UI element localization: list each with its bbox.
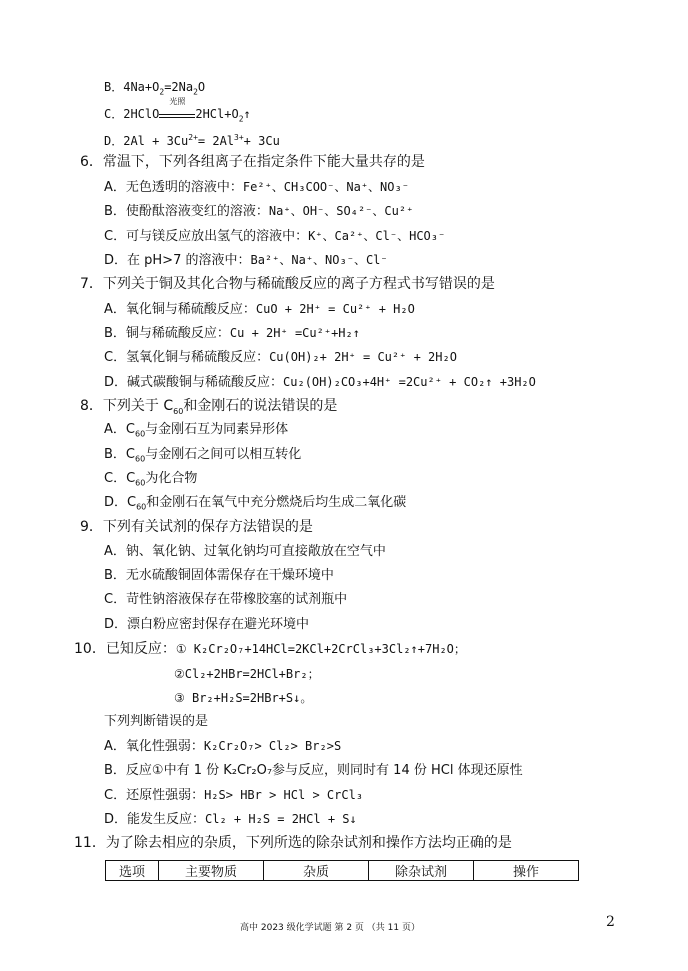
q7-option-c: C．氢氧化铜与稀硫酸反应：Cu(OH)₂+ 2H⁺ = Cu²⁺ + 2H₂O [104, 350, 457, 365]
q11-stem: 11．为了除去相应的杂质，下列所选的除杂试剂和操作方法均正确的是 [74, 835, 512, 851]
q8-stem: 8．下列关于 $C_{60}$和金刚石的说法错误的是 [80, 398, 338, 416]
q9-option-c: C．苛性钠溶液保存在带橡胶塞的试剂瓶中 [104, 592, 348, 607]
q9-option-b: B．无水硫酸铜固体需保存在干燥环境中 [104, 568, 334, 583]
q8-option-d: D．$C_{60}$和金刚石在氧气中充分燃烧后均生成二氧化碳 [104, 495, 407, 512]
page-footer: 高中 2023 级化学试题 第 2 页 （共 11 页） [240, 923, 420, 933]
q10-reaction-3: ③ Br₂+H₂S=2HBr+S↓。 [174, 691, 313, 705]
table-header-cell: 操作 [474, 861, 579, 881]
q8-option-b: B．$C_{60}$与金刚石之间可以相互转化 [104, 447, 302, 464]
q10-option-b: B．反应①中有 1 份 K₂Cr₂O₇参与反应，则同时有 14 份 HCl 体现还原性 [104, 763, 523, 778]
q5-option-c: C．2HClO 光照 $2HCl+O_2↑$ [104, 97, 251, 124]
q9-option-d: D．漂白粉应密封保存在避光环境中 [104, 617, 310, 632]
q10-reaction-1: ① K₂Cr₂O₇+14HCl=2KCl+2CrCl₃+3Cl₂↑+7H₂O； [175, 642, 466, 656]
table-header-row [106, 861, 579, 881]
q5-option-b: B．$4Na+O_2=2Na_2O$ [104, 80, 206, 97]
q10-stem: 10．已知反应：① K₂Cr₂O₇+14HCl=2KCl+2CrCl₃+3Cl₂↑+7H₂O； [74, 641, 466, 657]
q7-stem: 7．下列关于铜及其化合物与稀硫酸反应的离子方程式书写错误的是 [80, 276, 495, 292]
q6-option-d: D．在 pH>7 的溶液中：Ba²⁺、Na⁺、NO₃⁻、Cl⁻ [104, 253, 388, 268]
q10-option-d: D．能发生反应：Cl₂ + H₂S = 2HCl + S↓ [104, 812, 357, 827]
reaction-condition-arrow: 光照 [159, 106, 195, 118]
page-number: 2 [606, 914, 615, 930]
q9-stem: 9．下列有关试剂的保存方法错误的是 [80, 519, 313, 535]
q6-stem: 6．常温下，下列各组离子在指定条件下能大量共存的是 [80, 154, 425, 170]
table-header-cell: 杂质 [264, 861, 369, 881]
q7-option-b: B．铜与稀硫酸反应：Cu + 2H⁺ =Cu²⁺+H₂↑ [104, 326, 360, 341]
q6-option-b: B．使酚酞溶液变红的溶液：Na⁺、OH⁻、SO₄²⁻、Cu²⁺ [104, 204, 414, 219]
q5-option-d: D．$2Al + 3Cu^{2+}= 2Al^{3+}+ 3Cu$ [104, 133, 280, 148]
q7-option-d: D．碱式碳酸铜与稀硫酸反应：Cu₂(OH)₂CO₃+4H⁺ =2Cu²⁺ + CO₂↑ +3H₂O [104, 375, 536, 390]
table-header-cell: 选项 [106, 861, 159, 881]
q10-option-c: C．还原性强弱：H₂S> HBr > HCl > CrCl₃ [104, 788, 364, 803]
q10-reaction-2: ②Cl₂+2HBr=2HCl+Br₂； [174, 667, 320, 681]
q6-option-c: C．可与镁反应放出氢气的溶液中：K⁺、Ca²⁺、Cl⁻、HCO₃⁻ [104, 229, 446, 244]
q8-option-c: C．$C_{60}$为化合物 [104, 471, 198, 488]
table-header-cell: 主要物质 [159, 861, 264, 881]
q8-option-a: A．$C_{60}$与金刚石互为同素异形体 [104, 422, 289, 439]
q11-table [105, 860, 579, 881]
table-header-cell: 除杂试剂 [369, 861, 474, 881]
q9-option-a: A．钠、氧化钠、过氧化钠均可直接敞放在空气中 [104, 544, 386, 559]
q7-option-a: A．氧化铜与稀硫酸反应：CuO + 2H⁺ = Cu²⁺ + H₂O [104, 302, 415, 317]
q10-sub-stem: 下列判断错误的是 [104, 714, 209, 729]
q6-option-a: A．无色透明的溶液中：Fe²⁺、CH₃COO⁻、Na⁺、NO₃⁻ [104, 180, 409, 195]
q10-option-a: A．氧化性强弱：K₂Cr₂O₇> Cl₂> Br₂>S [104, 739, 342, 754]
